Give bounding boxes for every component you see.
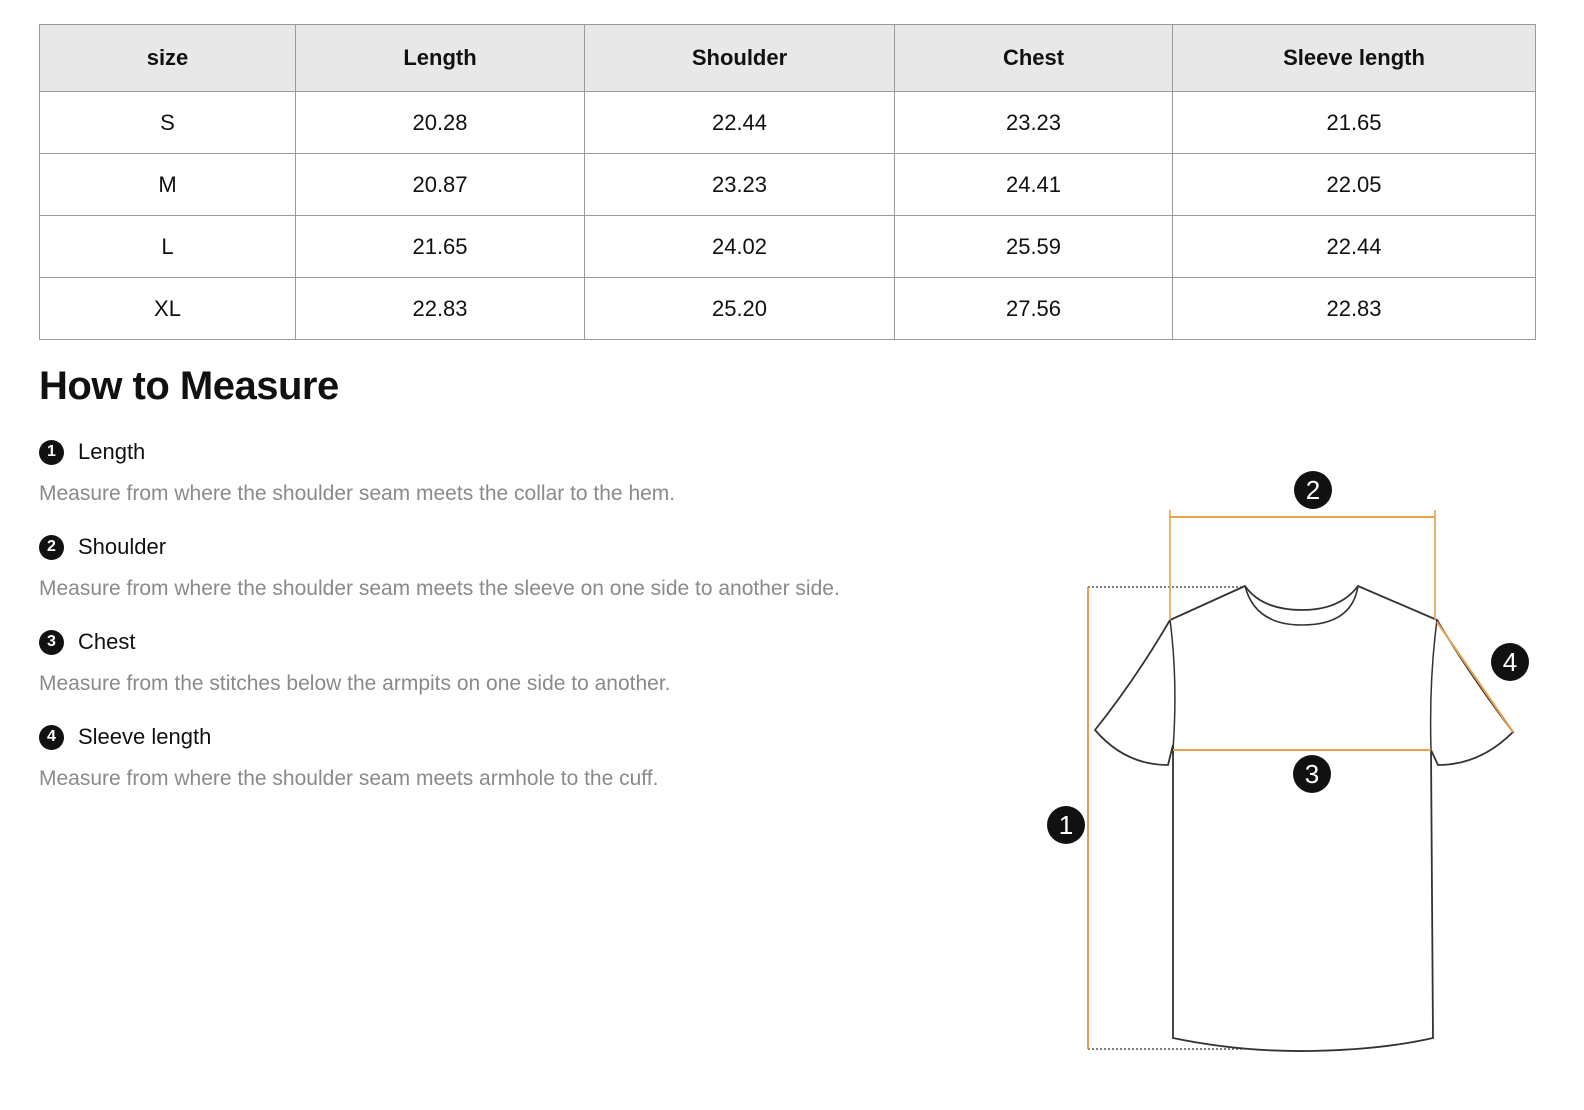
step-description: Measure from where the shoulder seam meets the collar to the hem. [39, 482, 676, 505]
number-badge: 3 [39, 630, 64, 655]
cell-size: S [40, 92, 296, 154]
step-sleeve-length [39, 721, 999, 816]
marker-length: 1 [1047, 806, 1085, 844]
step-header [39, 626, 999, 658]
cell-length: 22.83 [296, 278, 585, 340]
table-header-row [40, 25, 1536, 92]
cell-size: XL [40, 278, 296, 340]
size-chart-table [39, 24, 1536, 340]
cell-chest: 24.41 [895, 154, 1173, 216]
header-shoulder: Shoulder [585, 25, 895, 92]
cell-sleeve-length: 22.05 [1173, 154, 1536, 216]
cell-shoulder: 23.23 [585, 154, 895, 216]
step-header [39, 436, 999, 468]
step-title: Shoulder [78, 534, 167, 559]
step-description: Measure from the stitches below the armpits on one side to another. [39, 672, 671, 695]
cell-size: L [40, 216, 296, 278]
step-header [39, 531, 999, 563]
tshirt-body-outline [1095, 586, 1513, 1051]
header-sleeve-length: Sleeve length [1173, 25, 1536, 92]
step-header [39, 721, 999, 753]
header-length: Length [296, 25, 585, 92]
step-title: Chest [78, 629, 136, 654]
table-row [40, 216, 1536, 278]
cell-chest: 27.56 [895, 278, 1173, 340]
cell-sleeve-length: 22.83 [1173, 278, 1536, 340]
step-chest [39, 626, 999, 721]
header-size: size [40, 25, 296, 92]
step-shoulder [39, 531, 999, 626]
number-badge: 1 [39, 440, 64, 465]
cell-length: 20.87 [296, 154, 585, 216]
step-description: Measure from where the shoulder seam meets armhole to the cuff. [39, 767, 659, 790]
measure-guide [39, 436, 999, 816]
table-row [40, 278, 1536, 340]
number-badge: 2 [39, 535, 64, 560]
cell-chest: 25.59 [895, 216, 1173, 278]
marker-sleeve-length: 4 [1491, 643, 1529, 681]
tshirt-measurement-diagram [1040, 460, 1560, 1070]
cell-size: M [40, 154, 296, 216]
cell-shoulder: 24.02 [585, 216, 895, 278]
step-title: Sleeve length [78, 724, 212, 749]
cell-length: 20.28 [296, 92, 585, 154]
marker-shoulder: 2 [1294, 471, 1332, 509]
step-length [39, 436, 999, 531]
cell-shoulder: 25.20 [585, 278, 895, 340]
table-row [40, 92, 1536, 154]
number-badge: 4 [39, 725, 64, 750]
step-description: Measure from where the shoulder seam meets the sleeve on one side to another side. [39, 577, 840, 600]
cell-length: 21.65 [296, 216, 585, 278]
cell-sleeve-length: 21.65 [1173, 92, 1536, 154]
cell-sleeve-length: 22.44 [1173, 216, 1536, 278]
cell-chest: 23.23 [895, 92, 1173, 154]
step-title: Length [78, 439, 146, 464]
marker-chest: 3 [1293, 755, 1331, 793]
table-row [40, 154, 1536, 216]
cell-shoulder: 22.44 [585, 92, 895, 154]
section-title: How to Measure [39, 364, 339, 408]
header-chest: Chest [895, 25, 1173, 92]
